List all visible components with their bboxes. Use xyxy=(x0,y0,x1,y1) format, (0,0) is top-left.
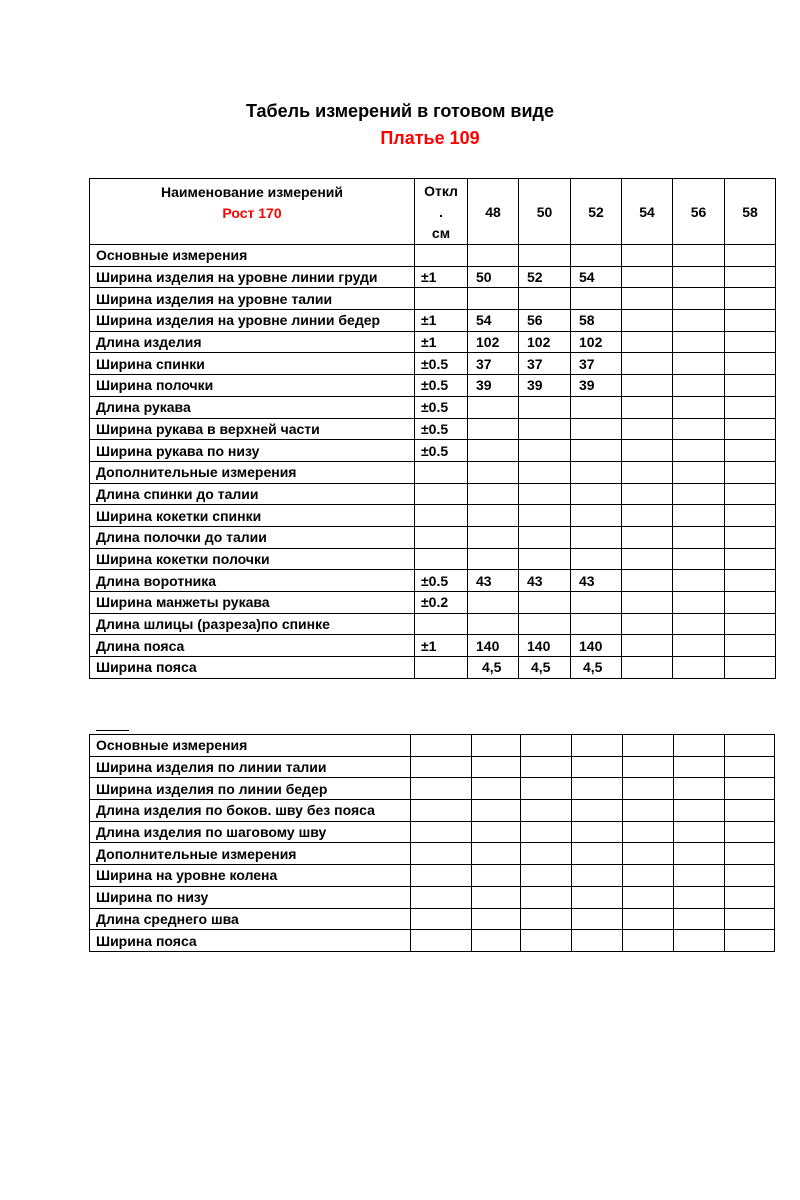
measurement-name: Основные измерения xyxy=(90,735,411,757)
empty-value-cell xyxy=(521,778,572,800)
size-value-cell: 52 xyxy=(519,266,571,288)
measurement-name: Ширина изделия по линии бедер xyxy=(90,778,411,800)
size-value-cell xyxy=(571,592,622,614)
size-value-cell: 43 xyxy=(468,570,519,592)
size-value-cell xyxy=(673,353,725,375)
size-value-cell: 43 xyxy=(571,570,622,592)
table-row xyxy=(90,635,776,657)
size-value-cell xyxy=(622,548,673,570)
measurement-name: Длина спинки до талии xyxy=(90,483,415,505)
measurement-name: Ширина рукава по низу xyxy=(90,440,415,462)
empty-value-cell xyxy=(674,821,725,843)
size-value-cell xyxy=(519,461,571,483)
table-row xyxy=(90,843,775,865)
size-value-cell xyxy=(673,613,725,635)
empty-value-cell xyxy=(411,735,472,757)
size-value-cell: 140 xyxy=(571,635,622,657)
measurement-name: Ширина на уровне колена xyxy=(90,865,411,887)
table-row xyxy=(90,483,776,505)
size-value-cell xyxy=(725,505,776,527)
size-value-cell xyxy=(571,245,622,267)
measurement-name: Длина изделия по боков. шву без пояса xyxy=(90,800,411,822)
empty-value-cell xyxy=(411,908,472,930)
size-value-cell: 39 xyxy=(468,375,519,397)
measurement-name: Ширина спинки xyxy=(90,353,415,375)
measurement-name: Ширина по низу xyxy=(90,886,411,908)
table-row xyxy=(90,548,776,570)
empty-value-cell xyxy=(725,865,775,887)
size-value-cell xyxy=(571,613,622,635)
header-deviation-line3: см xyxy=(431,225,451,241)
size-value-cell xyxy=(571,440,622,462)
size-value-cell: 140 xyxy=(468,635,519,657)
table-row xyxy=(90,461,776,483)
measurement-name: Ширина изделия по линии талии xyxy=(90,756,411,778)
header-size-cell: 50 xyxy=(519,179,571,245)
empty-value-cell xyxy=(725,843,775,865)
size-value-cell xyxy=(468,461,519,483)
deviation-cell: ±0.5 xyxy=(415,396,468,418)
empty-value-cell xyxy=(572,756,623,778)
size-value-cell xyxy=(673,570,725,592)
size-value-cell xyxy=(622,331,673,353)
size-value-cell xyxy=(622,440,673,462)
header-height-label: Рост 170 xyxy=(222,205,282,221)
empty-value-cell xyxy=(674,756,725,778)
empty-value-cell xyxy=(623,821,674,843)
size-value-cell xyxy=(622,353,673,375)
table-row xyxy=(90,613,776,635)
size-value-cell xyxy=(622,635,673,657)
measurement-name: Длина воротника xyxy=(90,570,415,592)
measurement-name: Длина изделия по шаговому шву xyxy=(90,821,411,843)
size-value-cell xyxy=(673,266,725,288)
deviation-cell xyxy=(415,461,468,483)
measurement-name: Ширина изделия на уровне талии xyxy=(90,288,415,310)
empty-value-cell xyxy=(674,886,725,908)
measurement-name: Ширина изделия на уровне линии бедер xyxy=(90,310,415,332)
header-size-cell: 52 xyxy=(571,179,622,245)
deviation-cell xyxy=(415,548,468,570)
measurement-name: Ширина пояса xyxy=(90,657,415,679)
size-value-cell xyxy=(725,331,776,353)
deviation-cell xyxy=(415,245,468,267)
deviation-cell: ±1 xyxy=(415,331,468,353)
size-value-cell: 50 xyxy=(468,266,519,288)
table-row xyxy=(90,375,776,397)
size-value-cell xyxy=(673,440,725,462)
empty-value-cell xyxy=(472,886,521,908)
size-value-cell xyxy=(622,266,673,288)
deviation-cell: ±0.5 xyxy=(415,440,468,462)
size-value-cell xyxy=(519,483,571,505)
size-value-cell xyxy=(673,461,725,483)
measurement-name: Дополнительные измерения xyxy=(90,461,415,483)
empty-value-cell xyxy=(521,930,572,952)
table-row xyxy=(90,865,775,887)
deviation-cell xyxy=(415,526,468,548)
deviation-cell: ±0.5 xyxy=(415,353,468,375)
size-value-cell xyxy=(725,266,776,288)
empty-value-cell xyxy=(725,930,775,952)
header-name-cell xyxy=(90,179,415,245)
measurement-name: Длина полочки до талии xyxy=(90,526,415,548)
size-value-cell xyxy=(622,613,673,635)
empty-value-cell xyxy=(472,800,521,822)
empty-value-cell xyxy=(572,778,623,800)
empty-value-cell xyxy=(674,735,725,757)
empty-value-cell xyxy=(521,800,572,822)
empty-value-cell xyxy=(674,908,725,930)
empty-value-cell xyxy=(411,865,472,887)
table-row xyxy=(90,310,776,332)
table-row xyxy=(90,266,776,288)
empty-value-cell xyxy=(674,843,725,865)
header-size-cell: 48 xyxy=(468,179,519,245)
size-value-cell xyxy=(468,396,519,418)
size-value-cell xyxy=(725,375,776,397)
size-value-cell xyxy=(622,375,673,397)
empty-value-cell xyxy=(521,865,572,887)
size-value-cell xyxy=(622,461,673,483)
size-value-cell: 58 xyxy=(571,310,622,332)
size-value-cell xyxy=(519,613,571,635)
table-row xyxy=(90,418,776,440)
empty-value-cell xyxy=(623,843,674,865)
size-value-cell xyxy=(622,245,673,267)
empty-value-cell xyxy=(725,756,775,778)
table-row xyxy=(90,396,776,418)
empty-value-cell xyxy=(521,735,572,757)
empty-value-cell xyxy=(411,886,472,908)
measurement-name: Ширина кокетки полочки xyxy=(90,548,415,570)
size-value-cell xyxy=(468,526,519,548)
empty-value-cell xyxy=(623,930,674,952)
empty-value-cell xyxy=(411,821,472,843)
size-value-cell xyxy=(725,526,776,548)
size-value-cell xyxy=(519,396,571,418)
size-value-cell xyxy=(519,592,571,614)
header-name-label: Наименование измерений xyxy=(161,184,343,200)
empty-value-cell xyxy=(472,843,521,865)
size-value-cell xyxy=(468,483,519,505)
empty-value-cell xyxy=(472,865,521,887)
section-separator xyxy=(96,730,129,731)
empty-value-cell xyxy=(725,735,775,757)
size-value-cell xyxy=(519,288,571,310)
empty-value-cell xyxy=(674,778,725,800)
measurement-name: Длина пояса xyxy=(90,635,415,657)
size-value-cell xyxy=(622,483,673,505)
size-value-cell: 39 xyxy=(571,375,622,397)
empty-value-cell xyxy=(572,886,623,908)
secondary-measurements-table xyxy=(89,734,775,952)
table-row xyxy=(90,245,776,267)
table-row xyxy=(90,930,775,952)
size-value-cell xyxy=(571,418,622,440)
empty-value-cell xyxy=(623,756,674,778)
size-value-cell: 43 xyxy=(519,570,571,592)
table-row xyxy=(90,778,775,800)
size-value-cell: 37 xyxy=(468,353,519,375)
size-value-cell xyxy=(673,310,725,332)
size-value-cell xyxy=(725,613,776,635)
table-row xyxy=(90,735,775,757)
size-value-cell xyxy=(571,461,622,483)
measurement-name: Длина среднего шва xyxy=(90,908,411,930)
table-row xyxy=(90,800,775,822)
size-value-cell xyxy=(673,548,725,570)
deviation-cell xyxy=(415,483,468,505)
empty-value-cell xyxy=(521,756,572,778)
table-row xyxy=(90,756,775,778)
empty-value-cell xyxy=(572,843,623,865)
empty-value-cell xyxy=(472,756,521,778)
measurement-name: Дополнительные измерения xyxy=(90,843,411,865)
size-value-cell xyxy=(468,613,519,635)
size-value-cell xyxy=(519,418,571,440)
deviation-cell xyxy=(415,288,468,310)
size-value-cell xyxy=(622,592,673,614)
measurement-name: Ширина полочки xyxy=(90,375,415,397)
deviation-cell: ±0.2 xyxy=(415,592,468,614)
deviation-cell: ±0.5 xyxy=(415,418,468,440)
empty-value-cell xyxy=(572,800,623,822)
empty-value-cell xyxy=(572,735,623,757)
size-value-cell xyxy=(468,418,519,440)
document-title: Табель измерений в готовом виде xyxy=(245,101,554,121)
empty-value-cell xyxy=(411,800,472,822)
size-value-cell xyxy=(725,570,776,592)
deviation-cell xyxy=(415,505,468,527)
empty-value-cell xyxy=(623,908,674,930)
size-value-cell xyxy=(519,548,571,570)
size-value-cell xyxy=(468,245,519,267)
empty-value-cell xyxy=(472,778,521,800)
empty-value-cell xyxy=(411,930,472,952)
empty-value-cell xyxy=(472,930,521,952)
size-value-cell xyxy=(725,288,776,310)
header-size-cell: 56 xyxy=(673,179,725,245)
size-value-cell xyxy=(571,483,622,505)
size-value-cell: 140 xyxy=(519,635,571,657)
size-value-cell: 54 xyxy=(468,310,519,332)
table-header-row xyxy=(90,179,776,245)
deviation-cell: ±0.5 xyxy=(415,375,468,397)
size-value-cell xyxy=(622,418,673,440)
table-row xyxy=(90,353,776,375)
table-row xyxy=(90,440,776,462)
size-value-cell xyxy=(468,592,519,614)
size-value-cell xyxy=(673,592,725,614)
size-value-cell xyxy=(622,505,673,527)
size-value-cell: 39 xyxy=(519,375,571,397)
size-value-cell xyxy=(622,657,673,679)
measurement-name: Длина рукава xyxy=(90,396,415,418)
empty-value-cell xyxy=(472,908,521,930)
table-row xyxy=(90,821,775,843)
empty-value-cell xyxy=(623,735,674,757)
measurement-name: Ширина пояса xyxy=(90,930,411,952)
empty-value-cell xyxy=(725,886,775,908)
size-value-cell xyxy=(622,526,673,548)
size-value-cell: 4,5 xyxy=(571,657,622,679)
measurements-table xyxy=(89,178,776,679)
empty-value-cell xyxy=(572,908,623,930)
size-value-cell xyxy=(673,288,725,310)
size-value-cell xyxy=(725,635,776,657)
measurement-name: Длина шлицы (разреза)по спинке xyxy=(90,613,415,635)
size-value-cell xyxy=(673,245,725,267)
measurement-name: Ширина изделия на уровне линии груди xyxy=(90,266,415,288)
size-value-cell xyxy=(519,526,571,548)
deviation-cell: ±1 xyxy=(415,266,468,288)
size-value-cell xyxy=(725,440,776,462)
measurement-name: Ширина манжеты рукава xyxy=(90,592,415,614)
size-value-cell xyxy=(519,440,571,462)
size-value-cell xyxy=(622,310,673,332)
size-value-cell xyxy=(622,570,673,592)
size-value-cell xyxy=(673,635,725,657)
empty-value-cell xyxy=(521,843,572,865)
size-value-cell: 102 xyxy=(571,331,622,353)
size-value-cell xyxy=(725,548,776,570)
deviation-cell xyxy=(415,657,468,679)
size-value-cell xyxy=(519,505,571,527)
size-value-cell: 102 xyxy=(468,331,519,353)
size-value-cell xyxy=(725,592,776,614)
size-value-cell: 56 xyxy=(519,310,571,332)
size-value-cell xyxy=(725,396,776,418)
empty-value-cell xyxy=(674,865,725,887)
table-row xyxy=(90,505,776,527)
size-value-cell xyxy=(673,396,725,418)
empty-value-cell xyxy=(674,800,725,822)
size-value-cell xyxy=(468,548,519,570)
size-value-cell xyxy=(673,657,725,679)
empty-value-cell xyxy=(411,843,472,865)
empty-value-cell xyxy=(521,908,572,930)
empty-value-cell xyxy=(725,821,775,843)
header-deviation-cell xyxy=(415,179,468,245)
header-size-cell: 54 xyxy=(622,179,673,245)
empty-value-cell xyxy=(521,886,572,908)
deviation-cell: ±1 xyxy=(415,310,468,332)
empty-value-cell xyxy=(725,800,775,822)
size-value-cell xyxy=(725,310,776,332)
empty-value-cell xyxy=(725,778,775,800)
deviation-cell: ±0.5 xyxy=(415,570,468,592)
size-value-cell: 54 xyxy=(571,266,622,288)
empty-value-cell xyxy=(472,821,521,843)
empty-value-cell xyxy=(411,778,472,800)
measurement-name: Основные измерения xyxy=(90,245,415,267)
size-value-cell xyxy=(673,331,725,353)
size-value-cell xyxy=(571,505,622,527)
size-value-cell xyxy=(673,526,725,548)
size-value-cell xyxy=(673,418,725,440)
size-value-cell: 4,5 xyxy=(468,657,519,679)
size-value-cell: 37 xyxy=(519,353,571,375)
size-value-cell xyxy=(519,245,571,267)
size-value-cell xyxy=(468,440,519,462)
size-value-cell xyxy=(673,505,725,527)
table-row xyxy=(90,288,776,310)
header-deviation-line2: . xyxy=(439,204,443,220)
empty-value-cell xyxy=(674,930,725,952)
size-value-cell xyxy=(725,483,776,505)
header-size-cell: 58 xyxy=(725,179,776,245)
empty-value-cell xyxy=(411,756,472,778)
measurement-name: Длина изделия xyxy=(90,331,415,353)
empty-value-cell xyxy=(623,886,674,908)
empty-value-cell xyxy=(623,778,674,800)
deviation-cell xyxy=(415,613,468,635)
table-row xyxy=(90,526,776,548)
table-row xyxy=(90,331,776,353)
size-value-cell xyxy=(673,375,725,397)
size-value-cell xyxy=(571,396,622,418)
size-value-cell xyxy=(725,353,776,375)
size-value-cell xyxy=(673,483,725,505)
size-value-cell xyxy=(622,288,673,310)
table-row xyxy=(90,657,776,679)
empty-value-cell xyxy=(623,865,674,887)
empty-value-cell xyxy=(521,821,572,843)
table-row xyxy=(90,570,776,592)
size-value-cell xyxy=(622,396,673,418)
size-value-cell xyxy=(468,505,519,527)
size-value-cell xyxy=(725,418,776,440)
document-subtitle: Платье 109 xyxy=(380,128,480,148)
size-value-cell xyxy=(725,657,776,679)
header-deviation-line1: Откл xyxy=(424,183,458,199)
empty-value-cell xyxy=(725,908,775,930)
empty-value-cell xyxy=(623,800,674,822)
empty-value-cell xyxy=(572,930,623,952)
empty-value-cell xyxy=(572,821,623,843)
measurement-name: Ширина рукава в верхней части xyxy=(90,418,415,440)
empty-value-cell xyxy=(572,865,623,887)
size-value-cell xyxy=(571,288,622,310)
size-value-cell xyxy=(725,461,776,483)
size-value-cell: 102 xyxy=(519,331,571,353)
measurement-name: Ширина кокетки спинки xyxy=(90,505,415,527)
size-value-cell xyxy=(725,245,776,267)
empty-value-cell xyxy=(472,735,521,757)
size-value-cell xyxy=(571,548,622,570)
size-value-cell: 37 xyxy=(571,353,622,375)
table-row xyxy=(90,886,775,908)
size-value-cell: 4,5 xyxy=(519,657,571,679)
size-value-cell xyxy=(468,288,519,310)
size-value-cell xyxy=(571,526,622,548)
table-row xyxy=(90,592,776,614)
table-row xyxy=(90,908,775,930)
deviation-cell: ±1 xyxy=(415,635,468,657)
